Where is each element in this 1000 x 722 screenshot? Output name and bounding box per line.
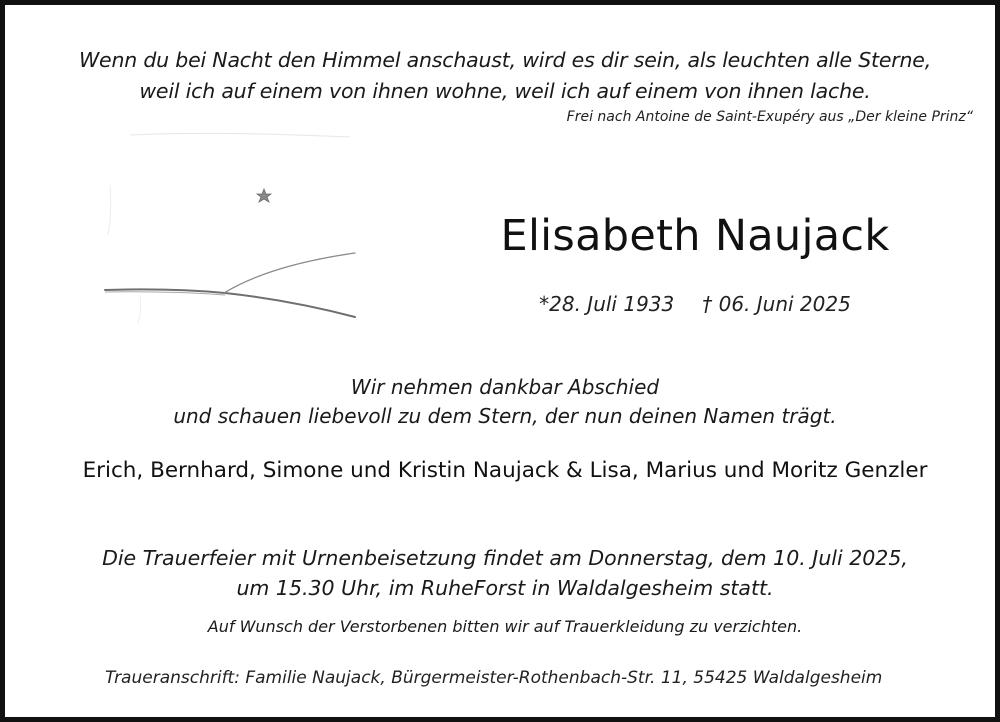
death-date: † 06. Juni 2025 — [702, 292, 851, 316]
ceremony-line-1: Die Trauerfeier mit Urnenbeisetzung findet am Donnerstag, dem 10. Juli 2025, — [102, 546, 908, 570]
quote-source: Frei nach Antoine de Saint-Exupéry aus „Der kleine Prinz“ — [566, 109, 973, 125]
family-names: Erich, Bernhard, Simone und Kristin Naujack & Lisa, Marius und Moritz Genzler — [82, 458, 928, 483]
ceremony-line-2: um 15.30 Uhr, im RuheForst in Waldalgesheim statt. — [236, 576, 774, 600]
quote-line-2: weil ich auf einem von ihnen wohne, weil ich auf einem von ihnen lache. — [139, 79, 871, 103]
star-on-branch-icon — [100, 125, 370, 330]
life-dates — [425, 292, 965, 316]
birth-date: *28. Juli 1933 — [539, 292, 675, 316]
star-icon — [257, 189, 271, 202]
deceased-name: Elisabeth Naujack — [500, 211, 890, 261]
farewell-line-1: Wir nehmen dankbar Abschied — [350, 375, 660, 399]
quote-line-1: Wenn du bei Nacht den Himmel anschaust, wird es dir sein, als leuchten alle Sterne, — [78, 48, 932, 72]
farewell-line-2: und schauen liebevoll zu dem Stern, der nun deinen Namen trägt. — [173, 404, 837, 428]
attire-wish: Auf Wunsch der Verstorbenen bitten wir auf Trauerkleidung zu verzichten. — [207, 617, 803, 636]
mourning-address: Traueranschrift: Familie Naujack, Bürgermeister-Rothenbach-Str. 11, 55425 Waldalgesheim — [105, 668, 883, 688]
branch-icon — [105, 289, 355, 317]
